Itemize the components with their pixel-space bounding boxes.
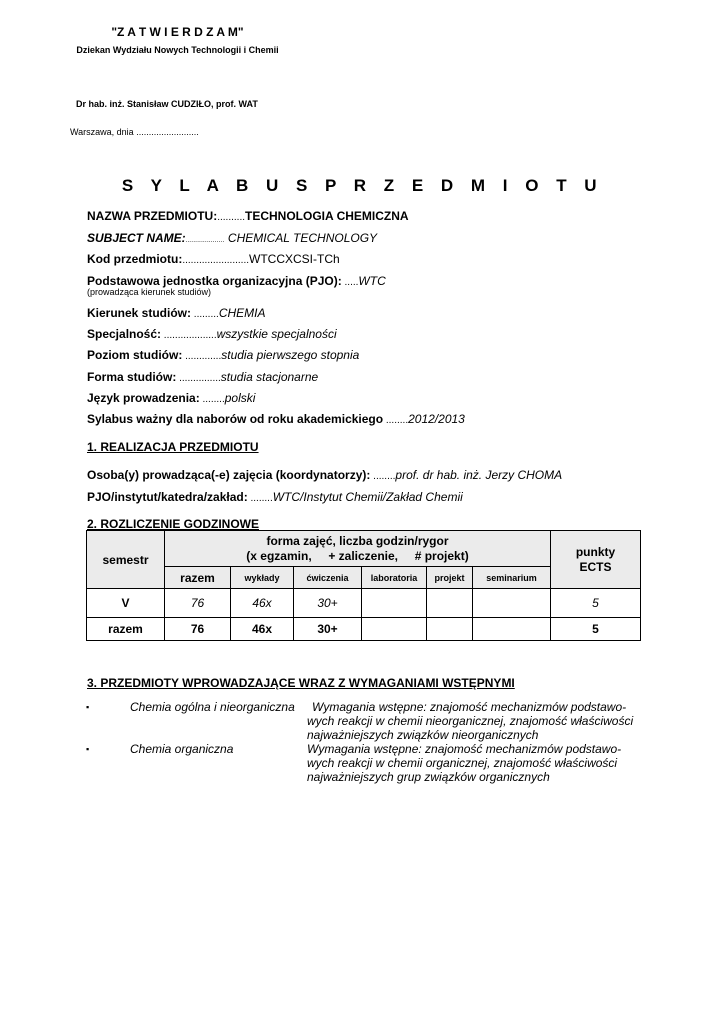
field-dots: ........ <box>383 415 409 426</box>
table-row-total <box>87 618 641 641</box>
field-sylabus-year <box>87 412 465 426</box>
cell-ects: 5 <box>551 589 641 618</box>
cell-cwiczenia: 30+ <box>294 589 362 618</box>
field-dots: .................... <box>185 237 225 244</box>
field-value: WTC/Instytut Chemii/Zakład Chemii <box>272 490 463 504</box>
place-date: Warszawa, dnia ......................... <box>70 127 199 137</box>
col-cwiczenia: ćwiczenia <box>294 567 362 589</box>
cell-wyklady: 46x <box>231 618 294 641</box>
prereq-subject: Chemia organiczna <box>130 742 234 756</box>
cell-semestr: razem <box>87 618 165 641</box>
bullet-icon: ▪ <box>86 702 90 712</box>
col-projekt: projekt <box>427 567 473 589</box>
field-dots: ........ <box>199 394 225 405</box>
field-label: Forma studiów: <box>87 370 177 384</box>
field-course-code <box>87 252 340 266</box>
cell-seminarium <box>473 589 551 618</box>
field-value: CHEMIA <box>218 306 266 320</box>
field-specjalnosc <box>87 327 337 341</box>
col-laboratoria: laboratoria <box>362 567 427 589</box>
page-title: S Y L A B U S P R Z E D M I O T U <box>121 176 604 195</box>
field-subject-name-en <box>87 231 377 245</box>
approval-heading: "Z A T W I E R D Z A M" <box>111 25 244 39</box>
dean-title: Dziekan Wydziału Nowych Technologii i Chemii <box>76 45 279 55</box>
prereq-subject: Chemia ogólna i nieorganiczna <box>130 700 295 714</box>
prereq-requirements-line2: wych reakcji w chemii nieorganicznej, znajomość właściwości <box>307 714 634 728</box>
prereq-requirements-line2: wych reakcji w chemii organicznej, znajomość właściwości <box>307 756 618 770</box>
field-value: polski <box>224 391 256 405</box>
field-value: WTCCXCSI-TCh <box>249 252 340 266</box>
header-forma-line1: forma zajęć, liczba godzin/rygor <box>266 533 449 548</box>
section-1-title: 1. REALIZACJA PRZEDMIOTU <box>87 440 259 454</box>
field-label: Kod przedmiotu: <box>87 252 183 266</box>
field-coordinator <box>87 468 562 482</box>
cell-projekt <box>427 618 473 641</box>
field-pjo-note: (prowadząca kierunek studiów) <box>87 287 212 297</box>
col-wyklady: wykłady <box>231 567 294 589</box>
field-value: studia pierwszego stopnia <box>221 348 360 362</box>
field-label: Kierunek studiów: <box>87 306 192 320</box>
field-dots: .......... <box>217 212 246 223</box>
cell-projekt <box>427 589 473 618</box>
cell-cwiczenia: 30+ <box>294 618 362 641</box>
header-forma <box>165 531 551 567</box>
field-dots: ........ <box>370 471 396 482</box>
field-dots: ........ <box>247 493 273 504</box>
field-jezyk <box>87 391 255 405</box>
field-value: wszystkie specjalności <box>216 327 337 341</box>
field-value: 2012/2013 <box>408 412 465 426</box>
table-row <box>87 589 641 618</box>
field-subject-name-pl <box>87 209 409 223</box>
signer-name: Dr hab. inż. Stanisław CUDZIŁO, prof. WAT <box>76 99 258 109</box>
section-3-title: 3. PRZEDMIOTY WPROWADZAJĄCE WRAZ Z WYMAGANIAMI WSTĘPNYMI <box>87 676 515 690</box>
field-dots: ........................ <box>182 255 250 266</box>
field-dots: ..... <box>341 277 359 288</box>
field-forma <box>87 370 318 384</box>
field-label: Osoba(y) prowadząca(-e) zajęcia (koordynatorzy): <box>87 468 371 482</box>
prereq-requirements-line1: Wymagania wstępne: znajomość mechanizmów podstawo- <box>312 700 627 714</box>
col-seminarium: seminarium <box>473 567 551 589</box>
cell-razem: 76 <box>165 618 231 641</box>
field-value: WTC <box>358 274 386 288</box>
field-label: Specjalność: <box>87 327 162 341</box>
field-kierunek <box>87 306 265 320</box>
field-value: prof. dr hab. inż. Jerzy CHOMA <box>395 468 563 482</box>
cell-ects: 5 <box>551 618 641 641</box>
hours-table <box>86 530 641 641</box>
field-poziom <box>87 348 359 362</box>
field-value: CHEMICAL TECHNOLOGY <box>224 231 378 245</box>
field-dots: ................... <box>161 330 217 341</box>
col-razem: razem <box>165 567 231 589</box>
field-label: PJO/instytut/katedra/zakład: <box>87 490 248 504</box>
cell-semestr: V <box>87 589 165 618</box>
prereq-requirements-line1: Wymagania wstępne: znajomość mechanizmów podstawo- <box>307 742 622 756</box>
cell-wyklady: 46x <box>231 589 294 618</box>
bullet-icon: ▪ <box>86 744 90 754</box>
field-dots: ............. <box>182 351 222 362</box>
header-forma-line2: (x egzamin, + zaliczenie, # projekt) <box>246 548 469 563</box>
field-label: SUBJECT NAME: <box>87 231 186 245</box>
field-label: NAZWA PRZEDMIOTU: <box>87 209 218 223</box>
field-label: Poziom studiów: <box>87 348 183 362</box>
field-label: Sylabus ważny dla naborów od roku akademickiego <box>87 412 384 426</box>
field-pjo <box>87 274 386 288</box>
field-value: TECHNOLOGIA CHEMICZNA <box>245 209 409 223</box>
table-header-row <box>87 531 641 567</box>
header-punkty-ects: punkty ECTS <box>551 531 641 589</box>
field-dots: ......... <box>191 309 219 320</box>
field-unit <box>87 490 463 504</box>
section-2-title: 2. ROZLICZENIE GODZINOWE <box>87 517 260 531</box>
cell-razem: 76 <box>165 589 231 618</box>
prereq-requirements-line3: najważniejszych grup związków organicznych <box>307 770 550 784</box>
field-dots: ............... <box>176 373 221 384</box>
cell-seminarium <box>473 618 551 641</box>
prereq-requirements-line3: najważniejszych związków nieorganicznych <box>307 728 539 742</box>
field-value: studia stacjonarne <box>220 370 319 384</box>
field-label: Podstawowa jednostka organizacyjna (PJO): <box>87 274 342 288</box>
cell-laboratoria <box>362 589 427 618</box>
field-label: Język prowadzenia: <box>87 391 200 405</box>
cell-laboratoria <box>362 618 427 641</box>
header-semestr: semestr <box>87 531 165 589</box>
